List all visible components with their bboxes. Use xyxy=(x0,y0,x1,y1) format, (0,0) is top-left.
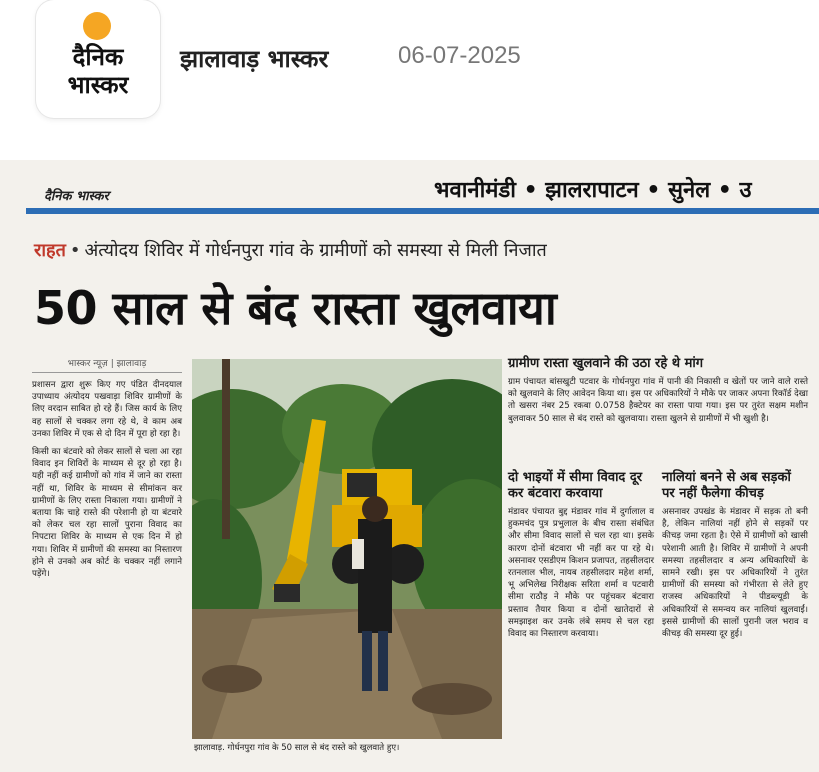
paragraph-drains: असनावर उपखंड के मंडावर में सड़क तो बनी है, लेकिन नालियां नहीं होने से सड़कों पर कीचड़ जमा रहता है। ऐसे में ग्रामीणों को खासी परेशानी आती है। शिविर में ग्रामीणों ने अपनी समस्या तहसीलदार व अन्य अधिकारियों के सामने रखी। इस पर अधिकारियों ने तुरंत ग्रामीणों की समस्या को गंभीरता से लेते हुए राजस्व अधिकारियों ने पीडब्ल्यूडी के अधिकारियों से समन्वय कर नालियां खुलवाईं। इससे ग्रामीणों की सालों पुरानी जल भराव व कीचड़ की समस्या दूर हुई। xyxy=(662,507,808,640)
photo-caption: झालावाड़. गोर्धनपुरा गांव के 50 साल से बंद रास्ते को खुलवाते हुए। xyxy=(194,743,400,753)
paper-name: दैनिक भास्कर xyxy=(44,189,109,204)
dainik-bhaskar-logo[interactable] xyxy=(36,0,160,118)
subhead-drains: नालियां बनने से अब सड़कों पर नहीं फैलेगा कीचड़ xyxy=(662,470,791,501)
publish-date: 06-07-2025 xyxy=(398,42,521,69)
kicker-label: राहत xyxy=(34,240,66,261)
headline: 50 साल से बंद रास्ता खुलवाया xyxy=(34,281,557,335)
paragraph-brothers: मंडावर पंचायत बुद्द मंडावर गांव में दुर्गालाल व हुकमचंद पुत्र प्रभुलाल के बीच रास्ता संबंधित और सीमा विवाद सालों से चल रहा था। इसके कारण दोनों बंटवारा भी नहीं कर पा रहे थे। असनावर एसडीएम किशन प्रजापत, तहसीलदार रतनलाल भील, नायब तहसीलदार महेश शर्मा, भू अभिलेख निरीक्षक सरिता शर्मा व पटवारी सीमा राठौड़ ने मौके पर पहुंचकर बंटवारा प्रस्ताव तैयार किया व दोनों खातेदारों से समझाइश कर उनके लंबे समय से चल रहा विवाद का निस्तारण करवाया। xyxy=(508,507,654,640)
subhead-brothers: दो भाइयों में सीमा विवाद दूर कर बंटवारा करवाया xyxy=(508,470,643,501)
drains-column xyxy=(662,470,808,640)
masthead-rule xyxy=(26,208,819,214)
region-list: भवानीमंडी • झालरापाटन • सुनेल • उ xyxy=(434,178,752,203)
sun-icon xyxy=(83,12,111,40)
logo-text-line2: भास्कर xyxy=(67,71,129,99)
logo-text-line1: दैनिक xyxy=(72,43,124,71)
paragraph: प्रशासन द्वारा शुरू किए गए पंडित दीनदयाल उपाध्याय अंत्योदय पखवाड़ा शिविर ग्रामीणों के लिए वरदान साबित हो रहे हैं। जिस कार्य के लिए वह सालों से चक्कर लगा रहे थे, वे काम अब उनका शिविर में एक से दो दिन में पूरा हो रहा है। xyxy=(32,380,182,439)
excavator-photo xyxy=(192,359,502,739)
paragraph-road: ग्राम पंचायत बांसखुटी पटवार के गोर्धनपुरा गांव में पानी की निकासी व खेतों पर जाने वाले रास्ते को खुलवाने के लिए आवेदन किया था। इस पर अधिकारियों ने मौके पर जाकर अपना रिकॉर्ड देखा तो खसरा नंबर 25 रकबा 0.0758 हैक्टेयर का रास्ता पाया गया। इस पर तुरंत सक्षम मशीन बुलवाकर 50 साल से बंद रास्ते को खुलवाया। रास्ता खुलने से ग्रामीणों में भी खुशी है। xyxy=(508,377,808,424)
bullet-icon: • xyxy=(69,240,81,261)
brothers-column xyxy=(508,470,654,640)
left-column xyxy=(32,356,182,580)
paragraph: किसी का बंटवारे को लेकर सालों से चला आ रहा विवाद इन शिविरों के माध्यम से दूर हो रहा है। यही नहीं कई ग्रामीणों को गांव में जाने का रास्ता नहीं था, शिविर के माध्यम से सीमांकन कर ग्रामीणों के लिए रास्ता निकाला गया। ग्रामीणों ने बताया कि चाहे रास्ते की परेशानी हो या बंटवारे को लेकर चल रहा सालों पुराना विवाद का निपटारा शिविर के माध्यम से एक दिन में हो गया। शिविर में ग्रामीणों की समस्या का निस्तारण होने से उनको अब कोर्ट के चक्कर नहीं लगाने पड़ेंगे। xyxy=(32,447,182,580)
kicker-row xyxy=(34,238,547,262)
byline: भास्कर न्यूज़ | झालावाड़ xyxy=(32,356,182,373)
right-column xyxy=(508,356,808,425)
edition-name: झालावाड़ भास्कर xyxy=(180,45,329,73)
subhead-road: ग्रामीण रास्ता खुलवाने की उठा रहे थे मांग xyxy=(508,356,704,371)
top-bar xyxy=(0,0,819,120)
kicker-text: अंत्योदय शिविर में गोर्धनपुरा गांव के ग्रामीणों को समस्या से मिली निजात xyxy=(84,240,547,261)
